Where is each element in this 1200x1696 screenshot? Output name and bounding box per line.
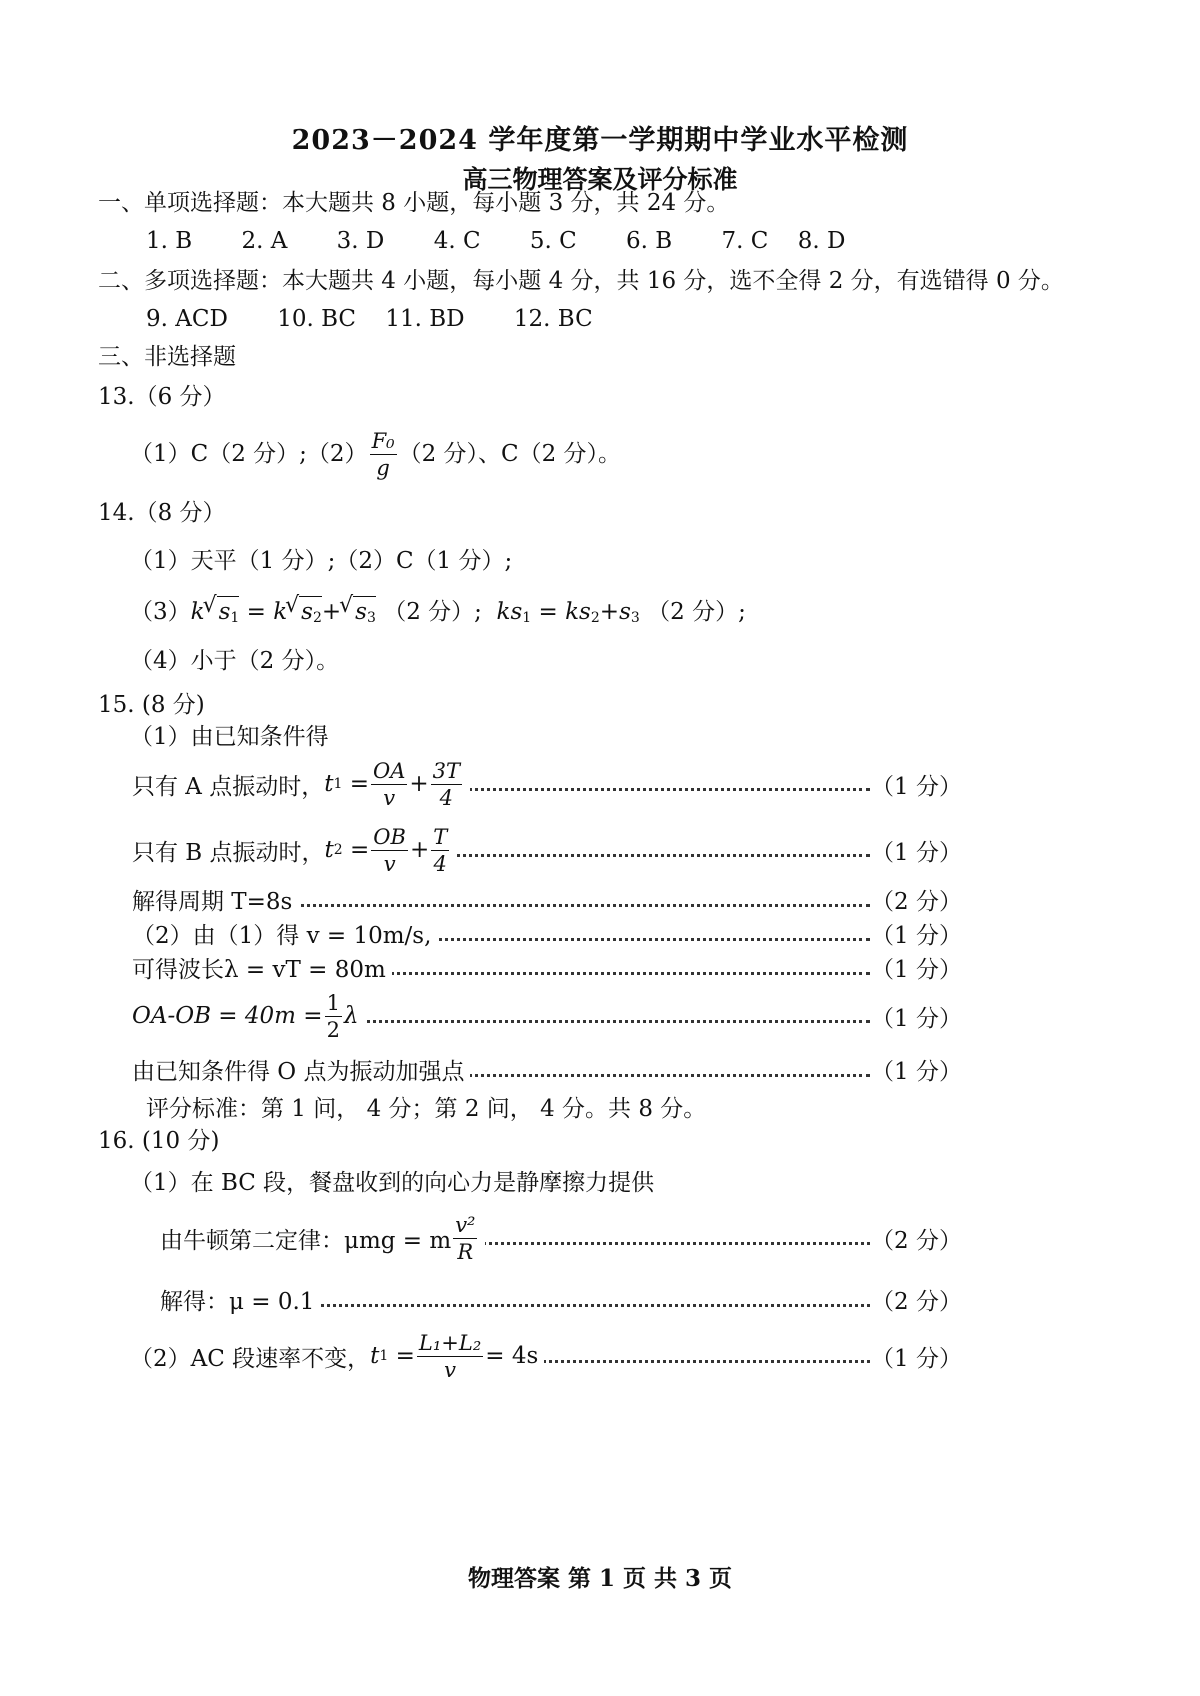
answer-3: 3. D [336, 228, 385, 254]
q16-r3-score: （1 分） [870, 1326, 962, 1386]
q14-score2: （2 分）; [647, 599, 746, 625]
q15-r5-text: 可得波长λ = vT = 80m [132, 956, 386, 983]
q14-score1: （2 分）; [383, 599, 482, 625]
page-subtitle: 高三物理答案及评分标准 [462, 165, 738, 194]
q14-line1: （1）天平（1 分）;（2）C（1 分）; [130, 548, 513, 574]
q15-r1-text: 只有 A 点振动时， [132, 773, 325, 800]
section1-heading: 一、单项选择题：本大题共 8 小题，每小题 3 分，共 24 分。 [98, 190, 730, 216]
q16-r1-score: （2 分） [870, 1208, 962, 1268]
q15-standard: 评分标准：第 1 问， 4 分；第 2 问， 4 分。共 8 分。 [146, 1096, 707, 1122]
q15-r4-score: （1 分） [870, 916, 962, 950]
q13-frac-den: g [376, 455, 390, 480]
q15-r3-score: （2 分） [870, 882, 962, 916]
q15-header: 15. (8 分) [98, 692, 205, 718]
q15-row7 [132, 1052, 962, 1086]
q13-part-b: （2 分）、C（2 分）。 [398, 441, 622, 467]
q15-r5-score: （1 分） [870, 950, 962, 984]
answer-1: 1. B [146, 228, 193, 254]
q16-row2 [160, 1282, 962, 1316]
q15-r6-score: （1 分） [870, 986, 962, 1046]
section1-answers [146, 226, 887, 256]
q16-header: 16. (10 分) [98, 1128, 220, 1154]
q15-r1-den2: 4 [439, 785, 454, 810]
q13-header: 13.（6 分） [98, 384, 226, 410]
q13-part-a: （1）C（2 分）;（2） [130, 441, 368, 467]
q15-part1: （1）由已知条件得 [130, 724, 329, 750]
q15-r3-text: 解得周期 T=8s [132, 888, 293, 915]
q16-r3-den: v [444, 1357, 457, 1382]
q15-r2-den2: 4 [433, 851, 447, 876]
q14-header: 14.（8 分） [98, 500, 226, 526]
section2-heading: 二、多项选择题：本大题共 4 小题，每小题 4 分，共 16 分，选不全得 2 分，有选错得 0 分。 [98, 268, 1064, 294]
q15-row6 [132, 986, 962, 1046]
q15-r2-num1: OB [373, 824, 406, 849]
q15-row1: 只有 A 点振动时， t 1 = $\frac{OA}{v}$ + $\frac{3T}{4}$ （1 分） [132, 754, 962, 814]
page-title: 2023－2024 学年度第一学期期中学业水平检测 [291, 125, 909, 156]
q15-r7-text: 由已知条件得 O 点为振动加强点 [132, 1058, 465, 1085]
answer-12: 12. BC [513, 306, 593, 332]
q13-answer [130, 424, 621, 484]
q16-r3-pre: （2）AC 段速率不变， [130, 1345, 371, 1372]
answer-5: 5. C [529, 228, 577, 254]
answer-2: 2. A [241, 228, 288, 254]
q14-line3: （3）k√ $s_1 = k√$ $s_2+√$ $s_3$ （2 分）; $ks_1 = ks_2+s_3$ （2 分）; [130, 596, 746, 633]
q15-row4 [132, 916, 962, 950]
q15-r2-text: 只有 B 点振动时， [132, 839, 325, 866]
answer-8: 8. D [797, 228, 846, 254]
answer-10: 10. BC [277, 306, 357, 332]
q16-r1-pre: 由牛顿第二定律：μmg = m [160, 1227, 452, 1254]
q15-r1-score: （1 分） [870, 754, 962, 814]
section3-heading: 三、非选择题 [98, 344, 236, 370]
q15-r2-num2: T [433, 824, 448, 849]
q14-line4: （4）小于（2 分）。 [130, 648, 340, 674]
q15-r6-pre: OA-OB = 40m = [132, 1003, 323, 1029]
q16-row3: （2）AC 段速率不变， t 1 = $\frac{\text{L₁+L₂}}{v}$ = 4s （1 分） [130, 1326, 962, 1386]
q15-r6-num: 1 [326, 990, 340, 1015]
q15-row5 [132, 950, 962, 984]
q15-r4-text: （2）由（1）得 v = 10m/s, [132, 922, 432, 949]
q15-r6-den: 2 [326, 1017, 340, 1042]
answer-7: 7. C [721, 228, 769, 254]
q15-r1-num2: 3T [432, 758, 461, 783]
section2-answers [146, 304, 635, 334]
answer-9: 9. ACD [146, 306, 228, 332]
q15-row2: 只有 B 点振动时， t 2 = $\frac{OB}{v}$ + $\frac{T}{4}$ （1 分） [132, 820, 962, 880]
q15-r1-den1: v [383, 785, 396, 810]
page-footer: 物理答案 第 1 页 共 3 页 [467, 1565, 733, 1592]
q16-r1-num: v² [455, 1212, 476, 1237]
q16-row1 [160, 1208, 962, 1268]
answer-11: 11. BD [385, 306, 465, 332]
q15-r6-post: λ [343, 1003, 359, 1029]
answer-4: 4. C [433, 228, 481, 254]
q15-r7-score: （1 分） [870, 1052, 962, 1086]
q16-r2-score: （2 分） [870, 1282, 962, 1316]
q15-r2-score: （1 分） [870, 820, 962, 880]
q16-r3-post: = 4s [485, 1343, 539, 1369]
q15-r2-den1: v [383, 851, 396, 876]
q13-fraction [370, 428, 397, 481]
q16-r1-den: R [457, 1239, 474, 1264]
q15-row3 [132, 882, 962, 916]
q16-r2-text: 解得：μ = 0.1 [160, 1288, 315, 1315]
answer-6: 6. B [626, 228, 673, 254]
q14-line3-label: （3） [130, 599, 191, 625]
q16-r3-num: L₁+L₂ [418, 1330, 482, 1355]
q13-frac-num: F₀ [371, 428, 395, 453]
q15-r1-num1: OA [373, 758, 406, 783]
q16-part1: （1）在 BC 段，餐盘收到的向心力是静摩擦力提供 [130, 1170, 655, 1196]
